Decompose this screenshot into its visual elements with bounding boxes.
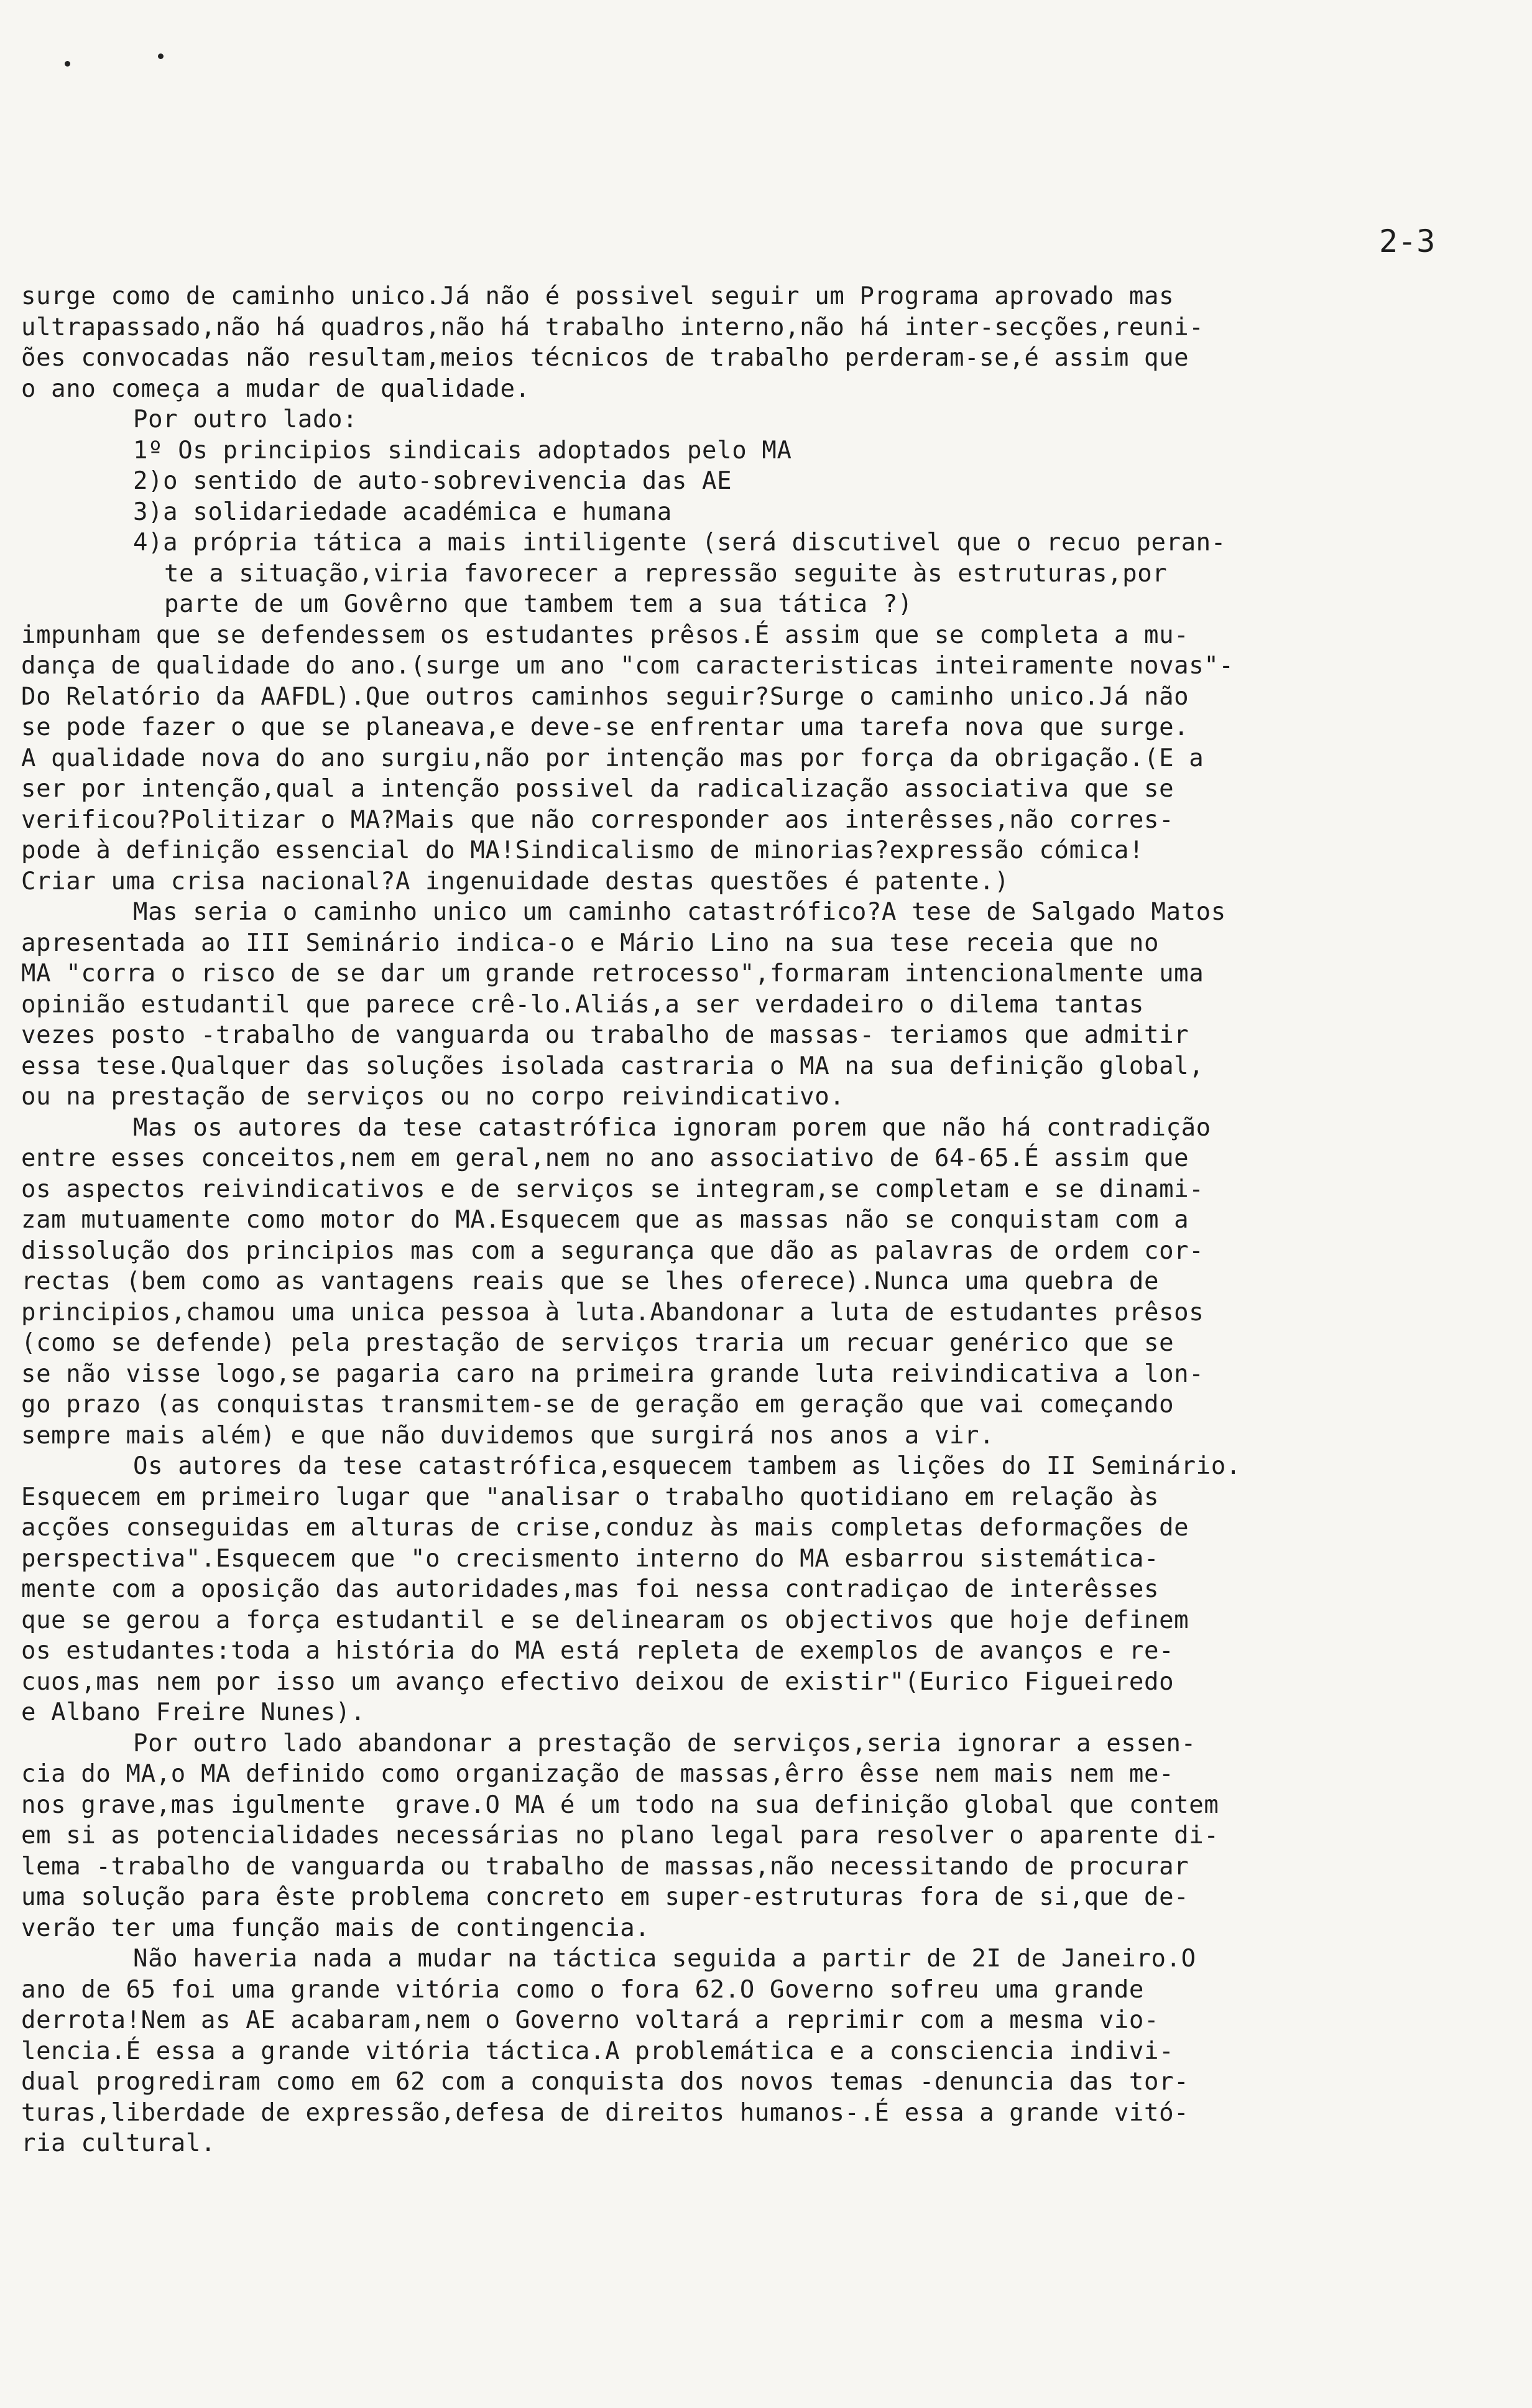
- text-line: parte de um Govêrno que tambem tem a sua tática ?): [164, 590, 913, 618]
- text-line: ano de 65 foi uma grande vitória como o fora 62.O Governo sofreu uma grande: [21, 1975, 1144, 2004]
- text-line: verificou?Politizar o MA?Mais que não corresponder aos interêsses,não corres-: [21, 805, 1174, 834]
- text-line: que se gerou a força estudantil e se delinearam os objectivos que hoje definem: [21, 1606, 1189, 1634]
- text-line: ria cultural.: [21, 2129, 216, 2157]
- text-line: Criar uma crisa nacional?A ingenuidade destas questões é patente.): [21, 867, 1010, 896]
- text-line: cuos,mas nem por isso um avanço efectivo deixou de existir"(Eurico Figueiredo: [21, 1667, 1174, 1696]
- text-line: go prazo (as conquistas transmitem-se de geração em geração que vai começando: [21, 1391, 1174, 1419]
- text-line: Do Relatório da AAFDL).Que outros caminhos seguir?Surge o caminho unico.Já não: [21, 682, 1189, 711]
- text-line: acções conseguidas em alturas de crise,conduz às mais completas deformações de: [21, 1514, 1189, 1542]
- list-item: 2)o sentido de auto-sobrevivencia das AE: [133, 467, 732, 495]
- text-line: lema -trabalho de vanguarda ou trabalho de massas,não necessitando de procurar: [21, 1852, 1189, 1881]
- text-line: ultrapassado,não há quadros,não há trabalho interno,não há inter-secções,reuni-: [21, 313, 1204, 341]
- text-line: (como se defende) pela prestação de serviços traria um recuar genérico que se: [21, 1329, 1174, 1357]
- text-line: Por outro lado:: [133, 405, 358, 433]
- text-line: e Albano Freire Nunes).: [21, 1698, 366, 1726]
- text-line: opinião estudantil que parece crê-lo.Aliás,a ser verdadeiro o dilema tantas: [21, 990, 1144, 1019]
- text-line: te a situação,viria favorecer a repressão seguite às estruturas,por: [164, 559, 1168, 588]
- text-line: se pode fazer o que se planeava,e deve-se enfrentar uma tarefa nova que surge.: [21, 713, 1189, 741]
- speck-mark: [65, 61, 70, 67]
- text-line: essa tese.Qualquer das soluções isolada castraria o MA na sua definição global,: [21, 1052, 1204, 1080]
- text-line: ou na prestação de serviços ou no corpo reivindicativo.: [21, 1083, 845, 1111]
- text-line: cia do MA,o MA definido como organização de massas,êrro êsse nem mais nem me-: [21, 1760, 1174, 1788]
- text-line: ões convocadas não resultam,meios técnicos de trabalho perderam-se,é assim que: [21, 344, 1189, 372]
- text-line: surge como de caminho unico.Já não é possivel seguir um Programa aprovado mas: [21, 282, 1174, 310]
- text-line: dissolução dos principios mas com a segurança que dão as palavras de ordem cor-: [21, 1236, 1204, 1265]
- list-item: 4)a própria tática a mais intiligente (será discutivel que o recuo peran-: [133, 529, 1226, 557]
- list-item: 1º Os principios sindicais adoptados pelo MA: [133, 436, 792, 465]
- text-line: pode à definição essencial do MA!Sindicalismo de minorias?expressão cómica!: [21, 836, 1144, 864]
- text-line: impunham que se defendessem os estudantes prêsos.É assim que se completa a mu-: [21, 621, 1189, 649]
- document-body: [21, 281, 1513, 2159]
- text-line: apresentada ao III Seminário indica-o e Mário Lino na sua tese receia que no: [21, 928, 1160, 957]
- text-line: lencia.É essa a grande vitória táctica.A problemática e a consciencia indivi-: [21, 2037, 1174, 2065]
- page-number: 2-3: [1379, 223, 1436, 259]
- text-line: Não haveria nada a mudar na táctica seguida a partir de 2I de Janeiro.O: [133, 1945, 1196, 1973]
- text-line: Mas os autores da tese catastrófica ignoram porem que não há contradição: [133, 1113, 1211, 1142]
- text-line: dual progrediram como em 62 com a conquista dos novos temas -denuncia das tor-: [21, 2068, 1189, 2096]
- text-line: mente com a oposição das autoridades,mas foi nessa contradiçao de interêsses: [21, 1575, 1160, 1603]
- text-line: nos grave,mas igulmente grave.O MA é um todo na sua definição global que contem: [21, 1790, 1219, 1819]
- text-line: MA "corra o risco de se dar um grande retrocesso",formaram intencionalmente uma: [21, 960, 1204, 988]
- text-line: perspectiva".Esquecem que "o crecismento interno do MA esbarrou sistemática-: [21, 1544, 1160, 1573]
- text-line: uma solução para êste problema concreto em super-estruturas fora de si,que de-: [21, 1883, 1189, 1911]
- text-line: Mas seria o caminho unico um caminho catastrófico?A tese de Salgado Matos: [133, 898, 1226, 926]
- text-line: Os autores da tese catastrófica,esquecem tambem as lições do II Seminário.: [133, 1452, 1241, 1480]
- text-line: rectas (bem como as vantagens reais que se lhes oferece).Nunca uma quebra de: [21, 1267, 1160, 1295]
- text-line: principios,chamou uma unica pessoa à luta.Abandonar a luta de estudantes prêsos: [21, 1298, 1204, 1327]
- text-line: o ano começa a mudar de qualidade.: [21, 374, 530, 403]
- text-line: se não visse logo,se pagaria caro na primeira grande luta reivindicativa a lon-: [21, 1359, 1204, 1388]
- text-line: sempre mais além) e que não duvidemos que surgirá nos anos a vir.: [21, 1421, 995, 1450]
- text-line: derrota!Nem as AE acabaram,nem o Governo voltará a reprimir com a mesma vio-: [21, 2006, 1160, 2034]
- text-line: ser por intenção,qual a intenção possivel da radicalização associativa que se: [21, 775, 1174, 803]
- list-item: 3)a solidariedade académica e humana: [133, 498, 672, 526]
- text-line: os aspectos reivindicativos e de serviços se integram,se completam e se dinami-: [21, 1175, 1204, 1203]
- text-line: entre esses conceitos,nem em geral,nem no ano associativo de 64-65.É assim que: [21, 1144, 1189, 1172]
- speck-mark: [158, 53, 164, 59]
- text-line: turas,liberdade de expressão,defesa de direitos humanos-.É essa a grande vitó-: [21, 2098, 1189, 2127]
- text-line: verão ter uma função mais de contingencia.: [21, 1914, 650, 1942]
- text-line: Esquecem em primeiro lugar que "analisar o trabalho quotidiano em relação às: [21, 1483, 1160, 1511]
- text-line: dança de qualidade do ano.(surge um ano "com caracteristicas inteiramente novas"-: [21, 652, 1234, 680]
- text-line: zam mutuamente como motor do MA.Esquecem que as massas não se conquistam com a: [21, 1206, 1189, 1234]
- text-line: em si as potencialidades necessárias no plano legal para resolver o aparente di-: [21, 1822, 1219, 1850]
- text-line: Por outro lado abandonar a prestação de serviços,seria ignorar a essen-: [133, 1729, 1196, 1757]
- text-line: A qualidade nova do ano surgiu,não por intenção mas por força da obrigação.(E a: [21, 744, 1204, 772]
- text-line: vezes posto -trabalho de vanguarda ou trabalho de massas- teriamos que admitir: [21, 1021, 1189, 1049]
- text-line: os estudantes:toda a história do MA está repleta de exemplos de avanços e re-: [21, 1637, 1174, 1665]
